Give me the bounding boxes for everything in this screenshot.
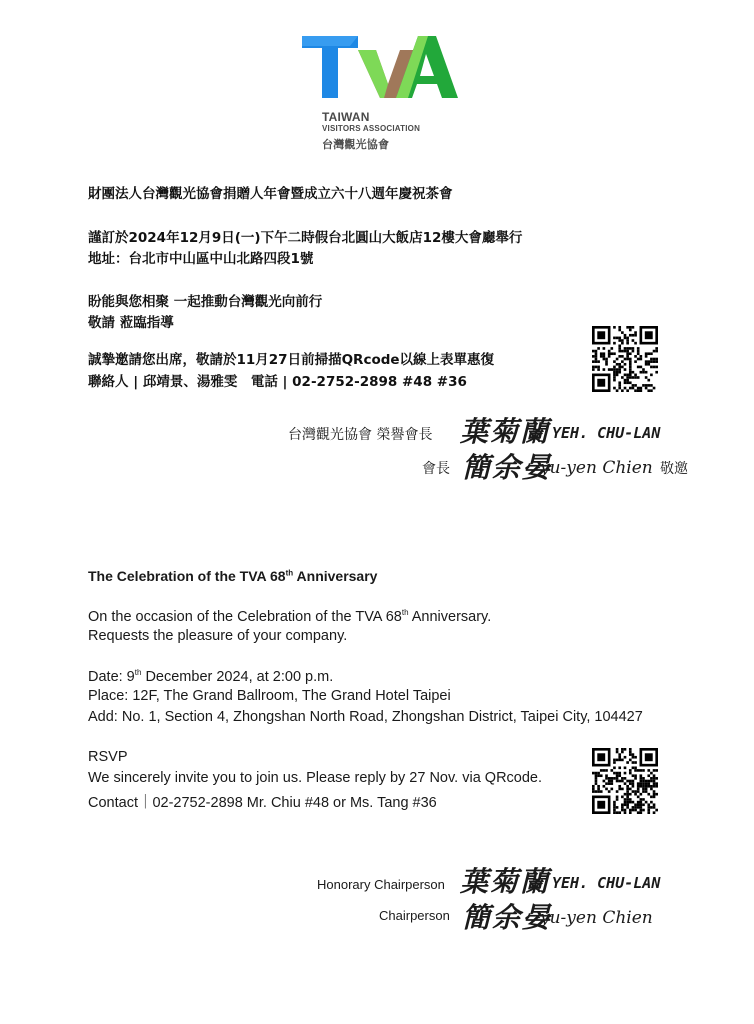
chair-signature-hand-en: 簡余晏 <box>462 901 553 934</box>
zh-honorary-label: 台灣觀光協會 榮譽會長 <box>288 427 433 443</box>
qr-code-icon[interactable] <box>592 748 658 814</box>
qr-code-icon[interactable] <box>592 326 658 392</box>
chair-signature-hand: 簡余晏 <box>462 451 553 484</box>
zh-please-line: 敬請 蒞臨指導 <box>88 315 174 331</box>
zh-invite-line: 誠摯邀請您出席，敬請於11月27日前掃描QRcode以線上表單惠復 <box>88 352 495 368</box>
chair-signature-roman: yu-yen Chien <box>540 458 653 478</box>
en-contact: Contact｜02-2752-2898 Mr. Chiu #48 or Ms. Tang #36 <box>88 795 437 811</box>
en-occasion: On the occasion of the Celebration of the TVA 68th Anniversary. <box>88 608 492 625</box>
en-rsvp: RSVP <box>88 749 128 765</box>
en-place: Place: 12F, The Grand Ballroom, The Grand Hotel Taipei <box>88 688 451 704</box>
logo-association-text: VISITORS ASSOCIATION <box>322 124 421 133</box>
en-chair-label: Chairperson <box>379 908 450 923</box>
zh-hope-line: 盼能與您相聚 一起推動台灣觀光向前行 <box>88 294 323 310</box>
logo-chinese-text: 台灣觀光協會 <box>322 138 390 151</box>
zh-address-line: 地址：台北市中山區中山北路四段1號 <box>88 251 314 267</box>
en-date: Date: 9th December 2024, at 2:00 p.m. <box>88 668 334 685</box>
en-invite: We sincerely invite you to join us. Please reply by 27 Nov. via QRcode. <box>88 770 543 786</box>
en-title: The Celebration of the TVA 68th Anniversary <box>88 568 378 584</box>
honorary-signature-roman: YEH. CHU-LAN <box>552 424 661 442</box>
tva-logo <box>300 32 460 112</box>
en-honorary-label: Honorary Chairperson <box>317 877 445 892</box>
en-address: Add: No. 1, Section 4, Zhongshan North Road, Zhongshan District, Taipei City, 104427 <box>88 709 643 725</box>
chair-signature-roman-en: yu-yen Chien <box>540 908 653 928</box>
logo-taiwan-text: TAIWAN <box>322 110 370 124</box>
zh-date-line: 謹訂於2024年12月9日(一)下午二時假台北圓山大飯店12樓大會廳舉行 <box>88 230 523 246</box>
honorary-signature-hand: 葉菊蘭 <box>460 415 551 448</box>
honorary-signature-roman-en: YEH. CHU-LAN <box>552 874 661 892</box>
en-requests: Requests the pleasure of your company. <box>88 628 348 644</box>
honorary-signature-hand-en: 葉菊蘭 <box>460 865 551 898</box>
zh-contact-line: 聯絡人 | 邱靖景、湯雅雯 電話 | 02-2752-2898 #48 #36 <box>88 374 467 390</box>
zh-closing: 敬邀 <box>660 461 688 477</box>
zh-chair-label: 會長 <box>422 461 450 477</box>
zh-title: 財團法人台灣觀光協會捐贈人年會暨成立六十八週年慶祝茶會 <box>88 186 453 202</box>
